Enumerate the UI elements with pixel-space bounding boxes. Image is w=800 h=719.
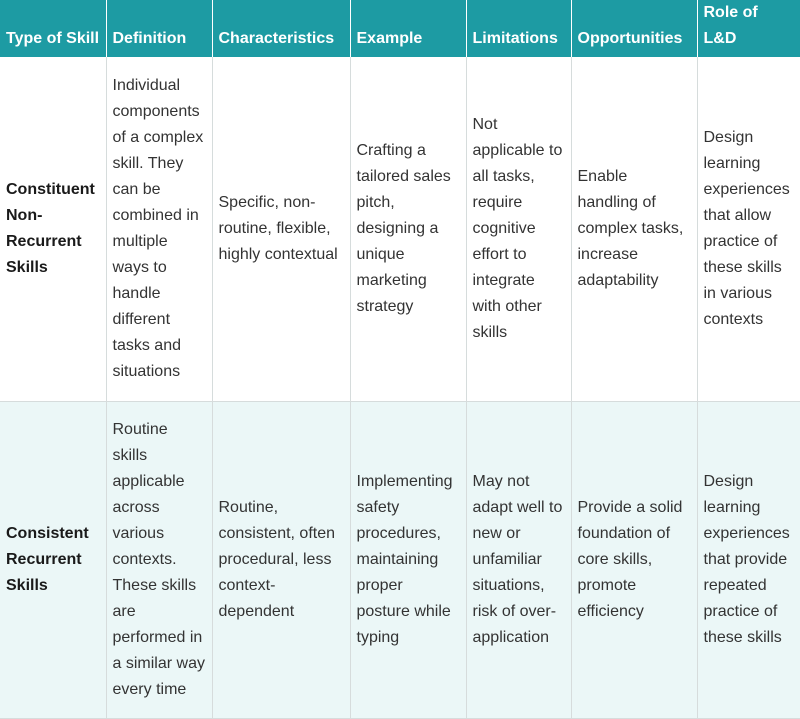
cell-example: Implementing safety procedures, maintaining proper posture while typing <box>350 402 466 719</box>
cell-role: Design learning experiences that provide repeated practice of these skills <box>697 402 800 719</box>
header-role-of-ld: Role of L&D <box>697 0 800 57</box>
header-example: Example <box>350 0 466 57</box>
cell-example: Crafting a tailored sales pitch, designing a unique marketing strategy <box>350 57 466 402</box>
header-opportunities: Opportunities <box>571 0 697 57</box>
header-row <box>0 0 800 57</box>
table-row <box>0 402 800 719</box>
cell-characteristics: Specific, non-routine, flexible, highly contextual <box>212 57 350 402</box>
cell-limitations: Not applicable to all tasks, require cognitive effort to integrate with other skills <box>466 57 571 402</box>
table-row <box>0 57 800 402</box>
header-characteristics: Characteristics <box>212 0 350 57</box>
cell-definition: Routine skills applicable across various contexts. These skills are performed in a similar way every time <box>106 402 212 719</box>
cell-opportunities: Provide a solid foundation of core skills, promote efficiency <box>571 402 697 719</box>
cell-role: Design learning experiences that allow practice of these skills in various contexts <box>697 57 800 402</box>
header-type-of-skill: Type of Skill <box>0 0 106 57</box>
cell-type: Consistent Recurrent Skills <box>0 402 106 719</box>
cell-type: Constituent Non-Recurrent Skills <box>0 57 106 402</box>
cell-definition: Individual components of a complex skill. They can be combined in multiple ways to handle different tasks and situations <box>106 57 212 402</box>
cell-opportunities: Enable handling of complex tasks, increase adaptability <box>571 57 697 402</box>
header-limitations: Limitations <box>466 0 571 57</box>
cell-limitations: May not adapt well to new or unfamiliar situations, risk of over-application <box>466 402 571 719</box>
cell-characteristics: Routine, consistent, often procedural, less context-dependent <box>212 402 350 719</box>
header-definition: Definition <box>106 0 212 57</box>
